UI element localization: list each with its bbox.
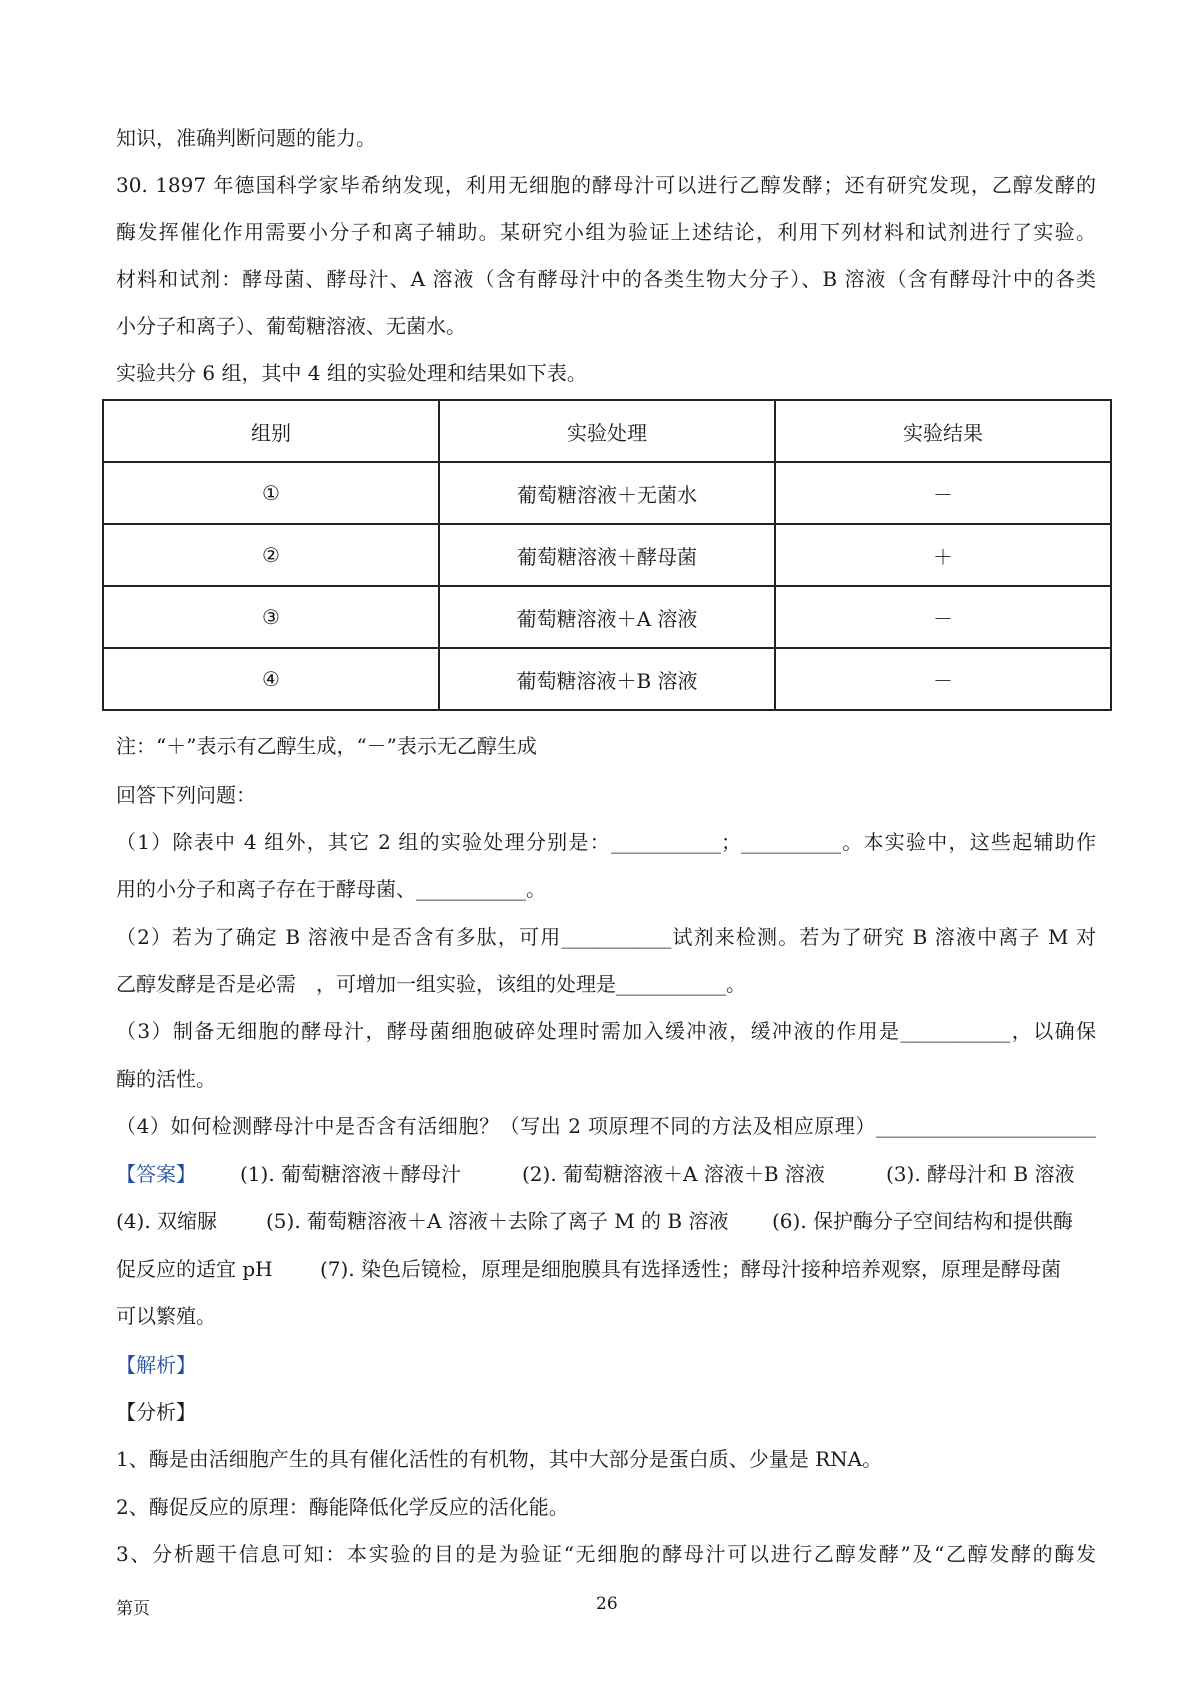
- footer-label: 第页: [116, 1599, 150, 1619]
- cell-result: －: [775, 586, 1111, 648]
- question-4-line: （4）如何检测酵母汁中是否含有活细胞？（写出 2 项原理不同的方法及相应原理）______________________: [116, 1114, 1096, 1138]
- header-treatment: 实验处理: [439, 400, 775, 462]
- answer-item: 促反应的适宜 pH: [116, 1257, 273, 1281]
- analysis-tag: 【解析】: [116, 1353, 196, 1377]
- header-group: 组别: [103, 400, 439, 462]
- text-line: 酶发挥催化作用需要小分子和离子辅助。某研究小组为验证上述结论，利用下列材料和试剂进行了实验。: [116, 220, 1096, 244]
- table-note: 注：“＋”表示有乙醇生成，“－”表示无乙醇生成: [116, 734, 537, 758]
- question-30-line: 30. 1897 年德国科学家毕希纳发现，利用无细胞的酵母汁可以进行乙醇发酵；还有研究发现，乙醇发酵的: [116, 173, 1096, 197]
- question-3-line: 酶的活性。: [116, 1067, 216, 1091]
- cell-group: ④: [103, 648, 439, 710]
- answer-item: 可以繁殖。: [116, 1304, 216, 1328]
- question-1-line: 用的小分子和离子存在于酵母菌、___________。: [116, 877, 546, 901]
- text-line: 实验共分 6 组，其中 4 组的实验处理和结果如下表。: [116, 361, 587, 385]
- cell-treatment: 葡萄糖溶液＋无菌水: [439, 462, 775, 524]
- table-row: [103, 648, 1111, 710]
- analysis-subtitle: 【分析】: [116, 1400, 196, 1424]
- analysis-paragraph: 2、酶促反应的原理：酶能降低化学反应的活化能。: [116, 1495, 569, 1519]
- cell-group: ①: [103, 462, 439, 524]
- text-line: 知识，准确判断问题的能力。: [116, 126, 376, 150]
- cell-group: ②: [103, 524, 439, 586]
- cell-treatment: 葡萄糖溶液＋酵母菌: [439, 524, 775, 586]
- table-row: [103, 462, 1111, 524]
- questions-intro: 回答下列问题：: [116, 783, 256, 807]
- page-number: 26: [596, 1594, 618, 1614]
- table-row: [103, 586, 1111, 648]
- analysis-paragraph: 1、酶是由活细胞产生的具有催化活性的有机物，其中大部分是蛋白质、少量是 RNA。: [116, 1447, 883, 1471]
- table-row: [103, 524, 1111, 586]
- question-2-line: 乙醇发酵是否是必需 ，可增加一组实验，该组的处理是___________。: [116, 972, 746, 996]
- cell-group: ③: [103, 586, 439, 648]
- experiment-table: [102, 399, 1112, 711]
- answer-item: (7). 染色后镜检，原理是细胞膜具有选择透性；酵母汁接种培养观察，原理是酵母菌: [320, 1257, 1062, 1281]
- answer-item: (1). 葡萄糖溶液＋酵母汁: [240, 1162, 462, 1186]
- answer-item: (3). 酵母汁和 B 溶液: [886, 1162, 1075, 1186]
- table-header-row: [103, 400, 1111, 462]
- answer-tag: 【答案】: [116, 1162, 196, 1186]
- analysis-paragraph: 3、分析题干信息可知：本实验的目的是为验证“无细胞的酵母汁可以进行乙醇发酵”及“乙醇发酵的酶发: [116, 1542, 1096, 1566]
- text-line: 小分子和离子）、葡萄糖溶液、无菌水。: [116, 314, 466, 338]
- cell-result: ＋: [775, 524, 1111, 586]
- answer-item: (5). 葡萄糖溶液＋A 溶液＋去除了离子 M 的 B 溶液: [266, 1209, 729, 1233]
- materials-line: 材料和试剂：酵母菌、酵母汁、A 溶液（含有酵母汁中的各类生物大分子）、B 溶液（含有酵母汁中的各类: [116, 267, 1096, 291]
- answer-item: (2). 葡萄糖溶液＋A 溶液＋B 溶液: [522, 1162, 825, 1186]
- answer-item: (6). 保护酶分子空间结构和提供酶: [772, 1209, 1074, 1233]
- cell-treatment: 葡萄糖溶液＋A 溶液: [439, 586, 775, 648]
- question-1-line: （1）除表中 4 组外，其它 2 组的实验处理分别是：___________；__________。本实验中，这些起辅助作: [116, 830, 1096, 854]
- question-2-line: （2）若为了确定 B 溶液中是否含有多肽，可用___________试剂来检测。若为了研究 B 溶液中离子 M 对: [116, 925, 1096, 949]
- question-3-line: （3）制备无细胞的酵母汁，酵母菌细胞破碎处理时需加入缓冲液，缓冲液的作用是___________，以确保: [116, 1019, 1096, 1043]
- answer-item: (4). 双缩脲: [116, 1209, 218, 1233]
- cell-result: －: [775, 462, 1111, 524]
- cell-treatment: 葡萄糖溶液＋B 溶液: [439, 648, 775, 710]
- cell-result: －: [775, 648, 1111, 710]
- header-result: 实验结果: [775, 400, 1111, 462]
